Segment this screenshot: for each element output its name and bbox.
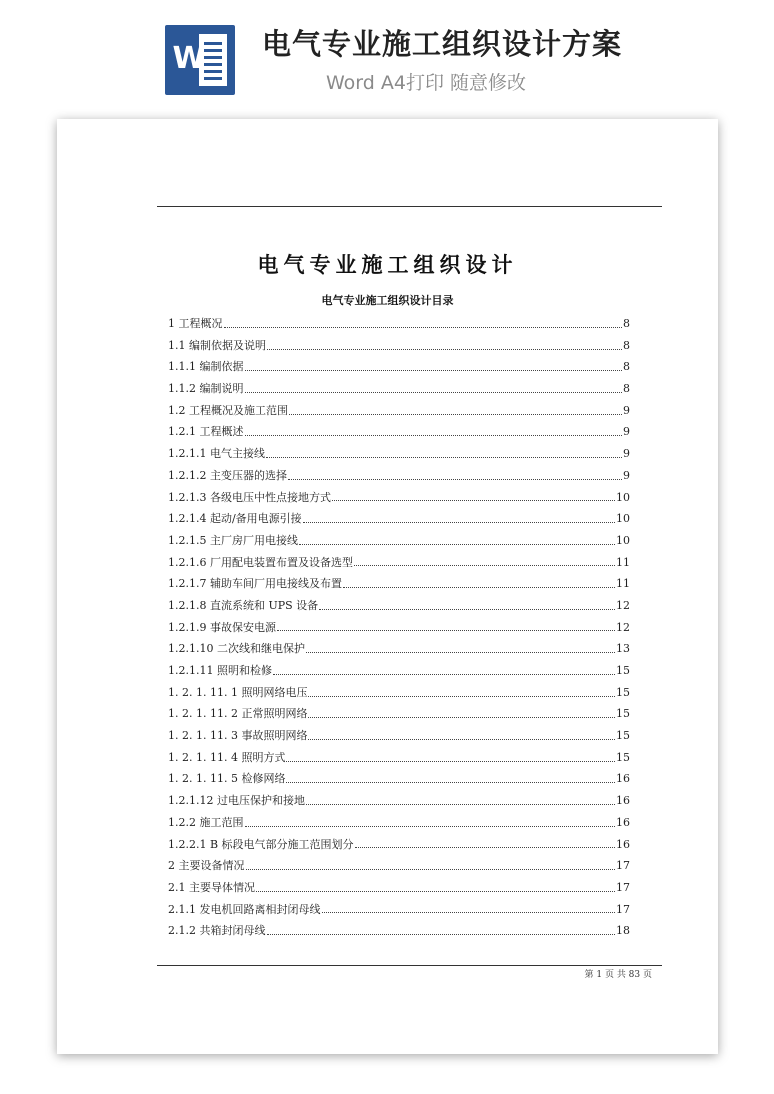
toc-entry[interactable] [168, 465, 630, 487]
toc-leader-dots [277, 619, 615, 631]
toc-leader-dots [286, 771, 615, 783]
footer-rule [157, 965, 662, 966]
toc-entry-page: 11 [616, 577, 630, 591]
toc-entry-page: 17 [616, 859, 630, 873]
toc-leader-dots [306, 793, 615, 805]
toc-entry[interactable] [168, 335, 630, 357]
toc-entry-text: 1.2.1.3 各级电压中性点接地方式 [168, 490, 331, 504]
toc-leader-dots [245, 359, 623, 371]
toc-entry-text: 1.2.1.2 主变压器的选择 [168, 468, 287, 482]
toc-entry-page: 9 [623, 403, 630, 417]
toc-entry[interactable] [168, 617, 630, 639]
toc-leader-dots [354, 554, 615, 566]
toc-leader-dots [256, 880, 615, 892]
toc-entry-text: 1.2.1.5 主厂房厂用电接线 [168, 533, 298, 547]
toc-entry[interactable] [168, 725, 630, 747]
table-of-contents [168, 313, 630, 942]
toc-entry-page: 15 [616, 750, 630, 764]
toc-entry-text: 1.1 编制依据及说明 [168, 338, 266, 352]
banner-title: 电气专业施工组织设计方案 [262, 27, 623, 61]
toc-entry-page: 16 [616, 815, 630, 829]
toc-entry-page: 17 [616, 902, 630, 916]
toc-entry[interactable] [168, 855, 630, 877]
toc-leader-dots [289, 403, 622, 415]
toc-entry[interactable] [168, 703, 630, 725]
toc-entry[interactable] [168, 920, 630, 942]
toc-entry-page: 16 [616, 837, 630, 851]
toc-entry[interactable] [168, 378, 630, 400]
toc-entry-page: 18 [616, 924, 630, 938]
toc-entry-text: 1.2.1.4 起动/备用电源引接 [168, 512, 302, 526]
toc-entry-page: 10 [616, 533, 630, 547]
toc-entry[interactable] [168, 638, 630, 660]
toc-entry[interactable] [168, 552, 630, 574]
toc-entry-page: 12 [616, 620, 630, 634]
toc-entry-page: 9 [623, 468, 630, 482]
toc-entry[interactable] [168, 834, 630, 856]
word-icon-letter: W [172, 41, 206, 76]
toc-entry-text: 1. 2. 1. 11. 5 检修网络 [168, 772, 286, 786]
toc-entry-text: 1.2.1.8 直流系统和 UPS 设备 [168, 598, 319, 612]
toc-entry[interactable] [168, 747, 630, 769]
toc-entry-text: 1.2.1 工程概述 [168, 425, 244, 439]
toc-entry[interactable] [168, 682, 630, 704]
toc-leader-dots [286, 750, 615, 762]
toc-leader-dots [355, 836, 615, 848]
toc-heading: 电气专业施工组织设计目录 [321, 294, 454, 307]
toc-leader-dots [273, 663, 615, 675]
toc-entry-page: 8 [623, 382, 630, 396]
toc-entry[interactable] [168, 573, 630, 595]
toc-entry-page: 10 [616, 490, 630, 504]
toc-entry-page: 16 [616, 772, 630, 786]
toc-entry[interactable] [168, 421, 630, 443]
toc-entry-text: 2.1 主要导体情况 [168, 880, 255, 894]
toc-entry-text: 1.2.2.1 B 标段电气部分施工范围划分 [168, 837, 354, 851]
toc-leader-dots [245, 424, 623, 436]
toc-entry-text: 1. 2. 1. 11. 4 照明方式 [168, 750, 286, 764]
toc-entry-text: 1. 2. 1. 11. 3 事故照明网络 [168, 729, 308, 743]
toc-leader-dots [266, 446, 622, 458]
toc-entry-text: 1.1.2 编制说明 [168, 382, 244, 396]
toc-leader-dots [308, 706, 615, 718]
toc-entry[interactable] [168, 400, 630, 422]
toc-entry-page: 9 [623, 425, 630, 439]
toc-entry-text: 1 工程概况 [168, 317, 223, 330]
toc-entry-text: 2 主要设备情况 [168, 859, 245, 873]
toc-leader-dots [308, 728, 615, 740]
toc-entry-text: 1.2.1.10 二次线和继电保护 [168, 642, 305, 656]
toc-entry-page: 15 [616, 729, 630, 743]
toc-entry-page: 8 [623, 317, 630, 330]
toc-entry[interactable] [168, 595, 630, 617]
toc-entry-page: 15 [616, 685, 630, 699]
toc-entry-text: 2.1.2 共箱封闭母线 [168, 924, 266, 938]
toc-entry[interactable] [168, 660, 630, 682]
toc-leader-dots [245, 381, 623, 393]
toc-entry-page: 10 [616, 512, 630, 526]
toc-entry[interactable] [168, 877, 630, 899]
header-rule [157, 206, 662, 207]
toc-leader-dots [299, 533, 615, 545]
page-footer: 第 1 页 共 83 页 [584, 970, 652, 980]
toc-entry-text: 2.1.1 发电机回路离相封闭母线 [168, 902, 321, 916]
toc-entry-text: 1.2.2 施工范围 [168, 815, 244, 829]
document-title: 电气专业施工组织设计 [257, 252, 518, 277]
toc-entry[interactable] [168, 790, 630, 812]
banner-subtitle: Word A4打印 随意修改 [326, 72, 527, 94]
toc-leader-dots [306, 641, 615, 653]
toc-entry-page: 8 [623, 338, 630, 352]
toc-entry-page: 11 [616, 555, 630, 569]
toc-entry-text: 1.2.1.7 辅助车间厂用电接线及布置 [168, 577, 342, 591]
toc-entry[interactable] [168, 487, 630, 509]
toc-entry[interactable] [168, 508, 630, 530]
word-document-icon [165, 25, 235, 95]
toc-entry-page: 16 [616, 794, 630, 808]
toc-entry-page: 8 [623, 360, 630, 374]
toc-entry[interactable] [168, 530, 630, 552]
toc-entry[interactable] [168, 356, 630, 378]
toc-entry-text: 1.2.1.6 厂用配电装置布置及设备选型 [168, 555, 353, 569]
toc-entry-text: 1.1.1 编制依据 [168, 360, 244, 374]
toc-entry-page: 15 [616, 664, 630, 677]
toc-leader-dots [319, 598, 615, 610]
toc-leader-dots [343, 576, 615, 588]
document-page [57, 119, 718, 1054]
toc-leader-dots [308, 685, 615, 697]
toc-entry-page: 9 [623, 447, 630, 461]
toc-leader-dots [267, 923, 616, 935]
toc-entry-text: 1.2.1.1 电气主接线 [168, 447, 265, 461]
toc-leader-dots [332, 489, 615, 501]
toc-entry-page: 17 [616, 880, 630, 894]
toc-entry-text: 1.2.1.12 过电压保护和接地 [168, 794, 305, 808]
toc-leader-dots [288, 468, 622, 480]
toc-entry-page: 13 [616, 642, 630, 656]
toc-leader-dots [246, 858, 616, 870]
toc-entry[interactable] [168, 812, 630, 834]
toc-entry-page: 15 [616, 707, 630, 721]
toc-entry-text: 1. 2. 1. 11. 2 正常照明网络 [168, 707, 308, 721]
toc-entry[interactable] [168, 899, 630, 921]
toc-leader-dots [245, 815, 616, 827]
toc-leader-dots [224, 316, 623, 328]
toc-leader-dots [267, 338, 622, 350]
toc-entry[interactable] [168, 768, 630, 790]
toc-entry-text: 1.2.1.9 事故保安电源 [168, 620, 276, 634]
toc-entry[interactable] [168, 443, 630, 465]
toc-entry[interactable] [168, 313, 630, 335]
toc-entry-page: 12 [616, 598, 630, 612]
toc-entry-text: 1.2 工程概况及施工范围 [168, 403, 288, 417]
toc-leader-dots [322, 901, 616, 913]
toc-entry-text: 1.2.1.11 照明和检修 [168, 664, 272, 677]
toc-leader-dots [303, 511, 615, 523]
toc-entry-text: 1. 2. 1. 11. 1 照明网络电压 [168, 685, 308, 699]
banner-header [0, 0, 774, 118]
